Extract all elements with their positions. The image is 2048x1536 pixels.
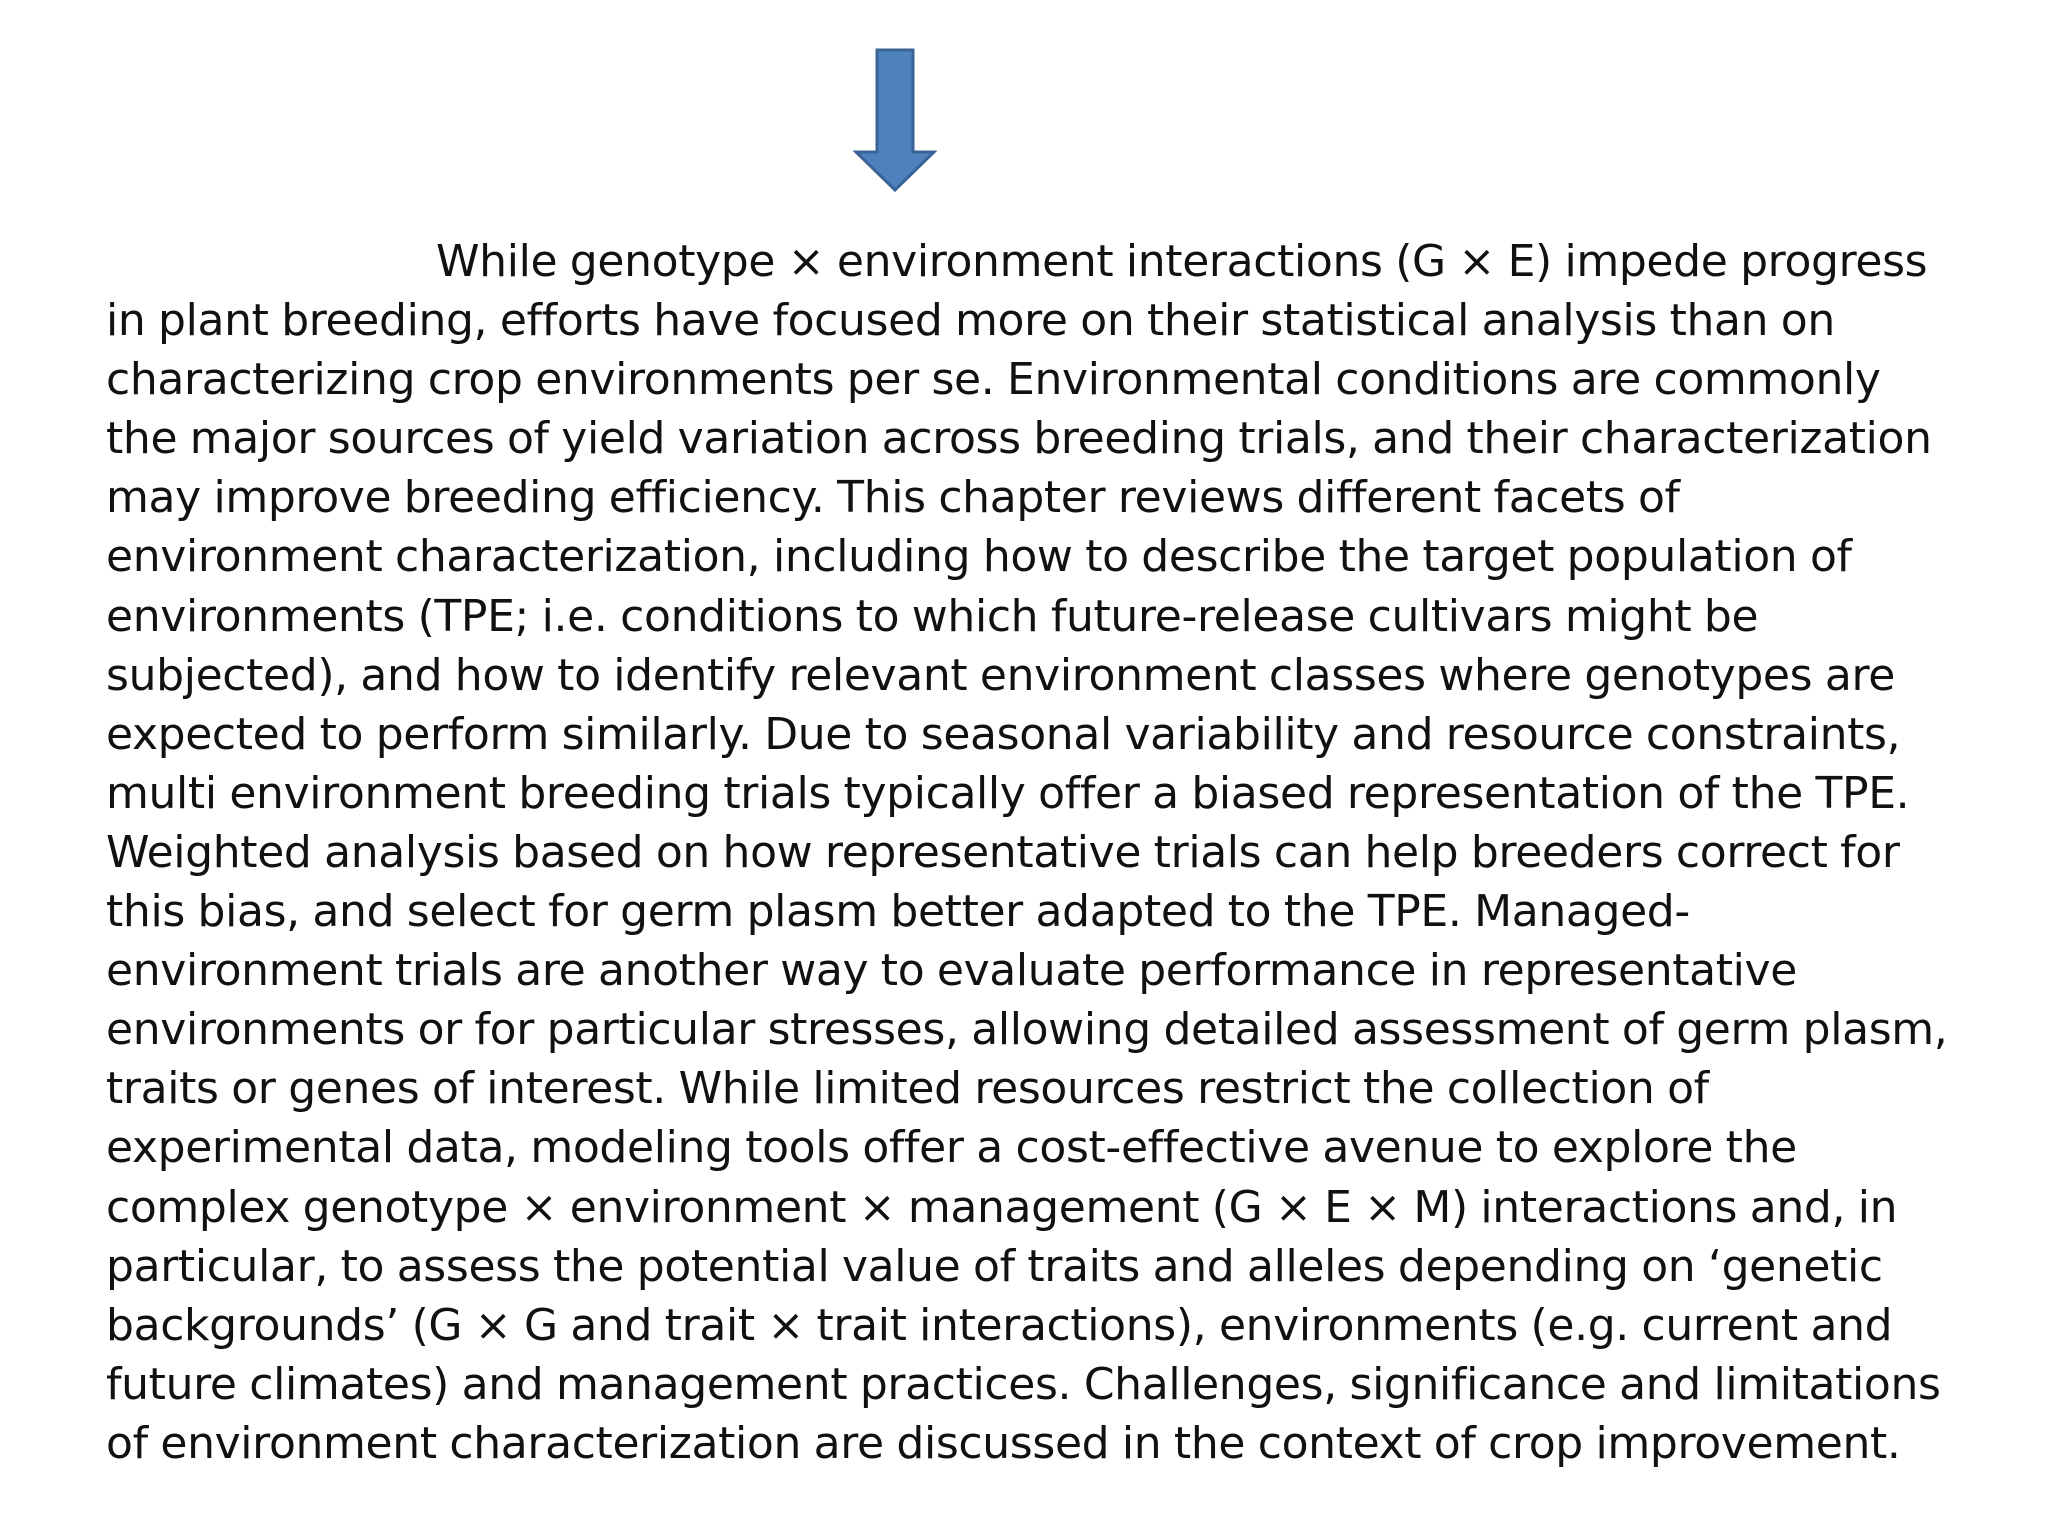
down-arrow-shape — [856, 50, 934, 190]
paragraph-line: characterizing crop environments per se. Environmental conditions are commonly — [106, 354, 1881, 406]
paragraph-line: subjected), and how to identify relevant environment classes where genotypes are — [106, 649, 1895, 701]
paragraph-line: in plant breeding, efforts have focused more on their statistical analysis than on — [106, 295, 1835, 347]
paragraph-line: While genotype × environment interactions (G × E) impede progress — [436, 236, 1928, 287]
paragraph-line: particular, to assess the potential value of traits and alleles depending on ‘genetic — [106, 1240, 1883, 1292]
paragraph-line: Weighted analysis based on how representative trials can help breeders correct for — [106, 826, 1900, 878]
paragraph-line: multi environment breeding trials typically offer a biased representation of the TPE. — [106, 767, 1910, 819]
paragraph-line: of environment characterization are discussed in the context of crop improvement. — [106, 1417, 1901, 1469]
paragraph-line: experimental data, modeling tools offer a cost-effective avenue to explore the — [106, 1122, 1797, 1174]
paragraph-line: future climates) and management practices. Challenges, significance and limitations — [106, 1358, 1941, 1410]
paragraph-line: expected to perform similarly. Due to seasonal variability and resource constraints, — [106, 708, 1901, 760]
paragraph-line: backgrounds’ (G × G and trait × trait interactions), environments (e.g. current and — [106, 1299, 1893, 1351]
paragraph-line: complex genotype × environment × management (G × E × M) interactions and, in — [106, 1181, 1898, 1233]
paragraph-line: environment trials are another way to evaluate performance in representative — [106, 945, 1797, 997]
paragraph-line: environment characterization, including how to describe the target population of — [106, 531, 1852, 583]
paragraph-line: environments (TPE; i.e. conditions to which future-release cultivars might be — [106, 590, 1759, 642]
paragraph-line: the major sources of yield variation across breeding trials, and their characterization — [106, 413, 1932, 465]
paragraph-line: environments or for particular stresses, allowing detailed assessment of germ plasm, — [106, 1004, 1948, 1056]
paragraph-line: traits or genes of interest. While limited resources restrict the collection of — [106, 1063, 1709, 1115]
paragraph-line: this bias, and select for germ plasm better adapted to the TPE. Managed- — [106, 886, 1690, 938]
paragraph-line: may improve breeding efficiency. This chapter reviews different facets of — [106, 472, 1680, 524]
abstract-paragraph — [106, 232, 2046, 1473]
down-arrow-icon — [853, 48, 937, 192]
